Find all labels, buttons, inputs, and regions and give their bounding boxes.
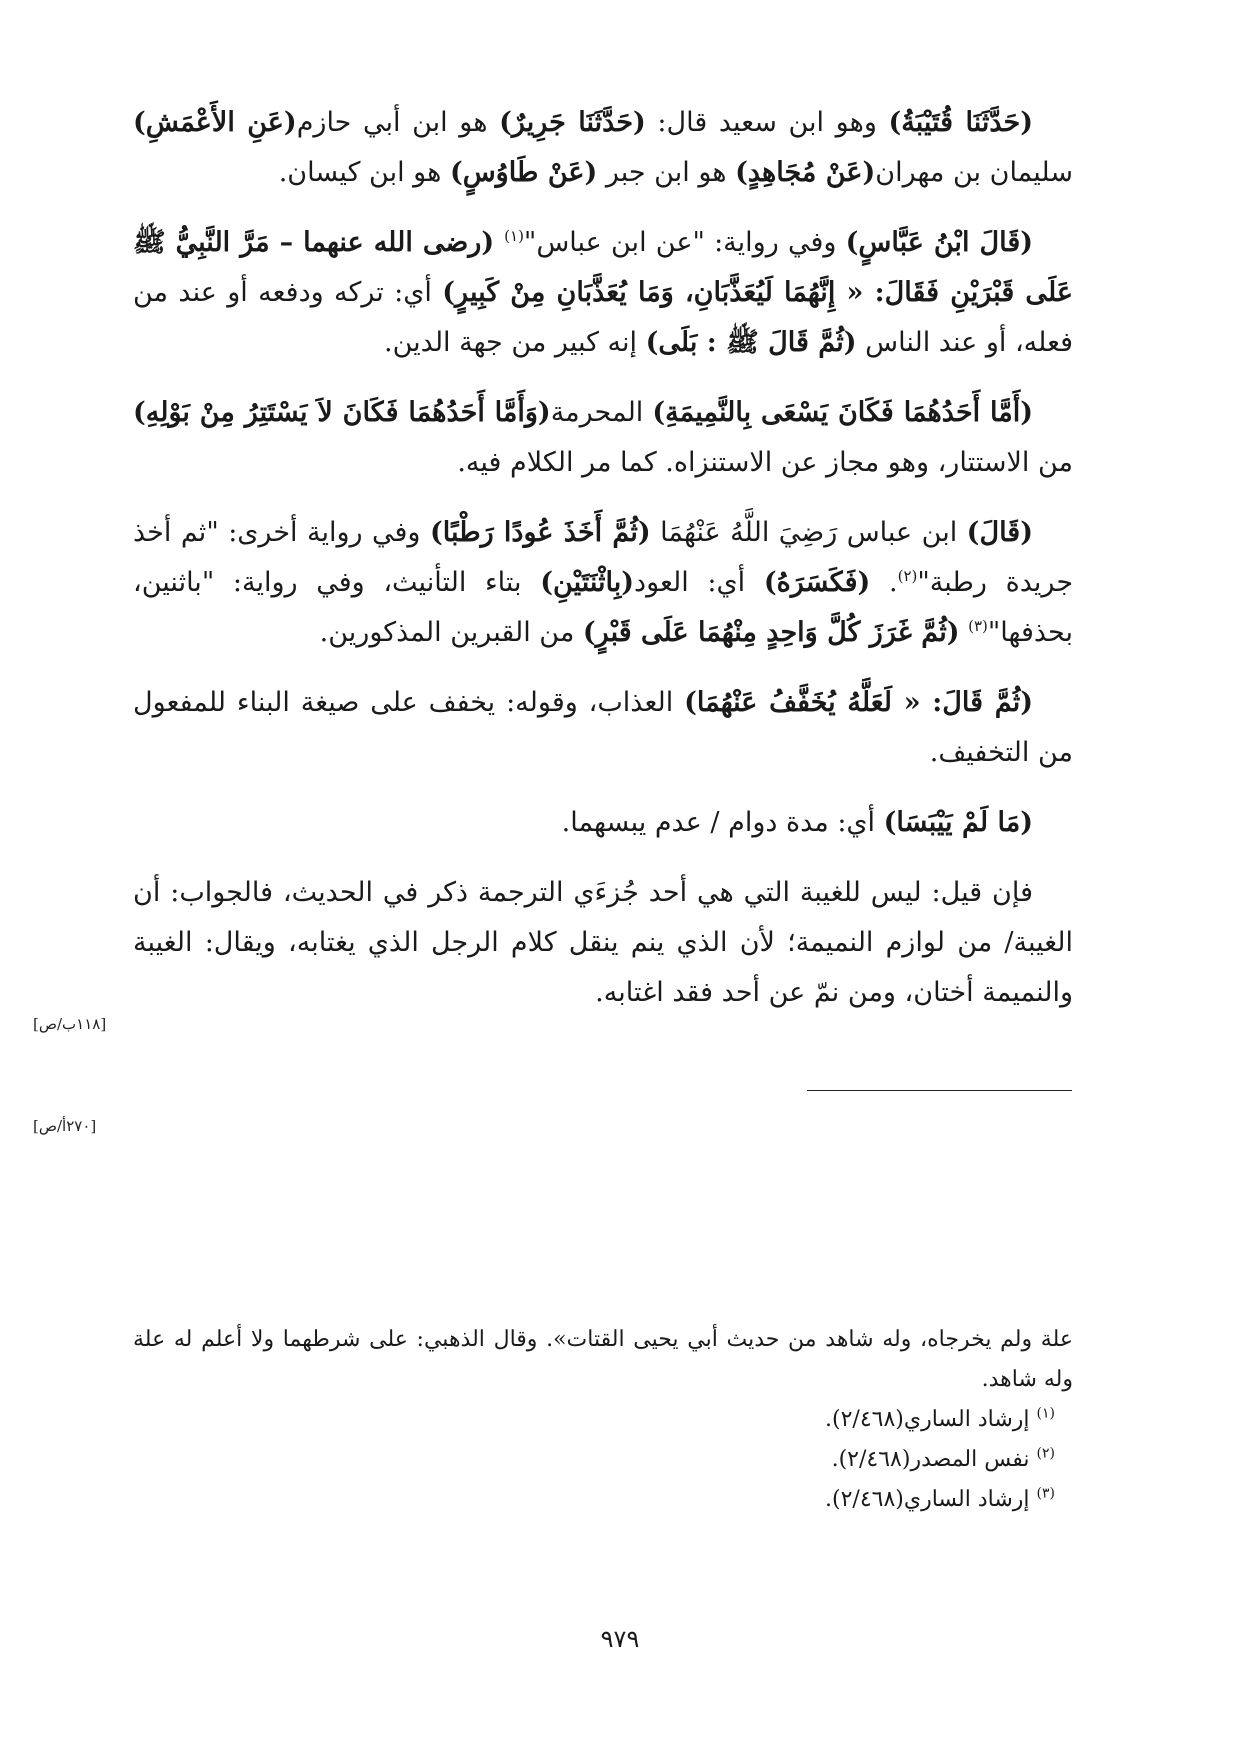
- hadith-text: (حَدَّثَنَا قُتَيْبَةُ): [888, 107, 1034, 138]
- hadith-text: (ثُمَّ قَالَ: « لَعَلَّهُ يُخَفَّفُ عَنْهُمَا): [684, 687, 1033, 718]
- commentary-text: إنه كبير من جهة الدين.: [384, 327, 646, 358]
- commentary-text: [960, 617, 969, 648]
- hadith-text: (ثُمَّ أَخَذَ عُودًا رَطْبًا): [429, 517, 651, 548]
- hadith-text: (عَنْ مُجَاهِدٍ): [735, 157, 876, 188]
- commentary-text: بتاء التأنيث، وفي رواية: "باثنين، بحذفها": [133, 567, 1073, 648]
- footnotes: [133, 1320, 1073, 1520]
- commentary-text: المحرمة: [550, 397, 653, 428]
- page-number: ٩٧٩: [600, 1625, 640, 1653]
- hadith-text: (حَدَّثَنَا جَرِيرٌ): [499, 107, 646, 138]
- footnote-continuation: علة ولم يخرجاه، وله شاهد من حديث أبي يحيى القتات». وقال الذهبي: على شرطهما ولا أعلم له علة وله شاهد.: [133, 1327, 1073, 1392]
- commentary-text: وفي رواية: "عن ابن عباس": [523, 227, 846, 258]
- hadith-text: (عَنْ طَاوُسٍ): [449, 157, 598, 188]
- footnote-3: [133, 1480, 1073, 1520]
- margin-note-folio-2: [٢٧٠أ/ص]: [33, 1117, 97, 1135]
- commentary-text: هو ابن كيسان.: [278, 157, 450, 188]
- footnote-number: (٢): [1036, 1445, 1055, 1462]
- footnote-number: (٣): [1036, 1485, 1055, 1502]
- hadith-text: (قَالَ ابْنُ عَبَّاسٍ): [845, 227, 1033, 258]
- footnote-text: نفس المصدر(٢/٤٦٨).: [831, 1447, 1030, 1472]
- hadith-text: (رضى الله عنهما – مَرَّ النَّبِيُّ ﷺ عَلَى قَبْرَيْنِ فَقَالَ: « إِنَّهُمَا لَيُعَذَّبَانِ، وَمَا يُعَذَّبَانِ مِنْ كَبِيرٍ): [133, 227, 1073, 308]
- main-text: [133, 98, 1073, 1038]
- footnote-1: [133, 1400, 1073, 1440]
- commentary-text: ابن عباس رَضِيَ اللَّهُ عَنْهُمَا: [650, 517, 967, 548]
- commentary-text: وفي رواية أخرى: "ثم أخذ جريدة رطبة": [133, 517, 1074, 598]
- commentary-text: من القبرين المذكورين.: [319, 617, 583, 648]
- commentary-text: .: [870, 567, 898, 598]
- paragraph-1: [133, 98, 1073, 198]
- paragraph-4: [133, 508, 1073, 658]
- commentary-text: هو ابن أبي حازم: [296, 107, 500, 138]
- footnote-text: إرشاد الساري(٢/٤٦٨).: [825, 1487, 1030, 1512]
- margin-note-folio-1: [١١٨ب/ص]: [33, 1015, 107, 1033]
- commentary-text: العذاب، وقوله: يخفف على صيغة البناء للمفعول من التخفيف.: [133, 687, 1073, 768]
- hadith-text: (قَالَ): [966, 517, 1033, 548]
- paragraph-7: [133, 868, 1073, 1018]
- paragraph-2: [133, 218, 1073, 368]
- hadith-text: (مَا لَمْ يَيْبَسَا): [883, 807, 1033, 838]
- footnote-2: [133, 1440, 1073, 1480]
- paragraph-3: [133, 388, 1073, 488]
- hadith-text: (وَأَمَّا أَحَدُهُمَا فَكَانَ لاَ يَسْتَتِرُ مِنْ بَوْلِهِ): [133, 397, 551, 428]
- commentary-text: أي: العود: [634, 567, 764, 598]
- footnote-separator: [807, 1090, 1072, 1091]
- commentary-text: من الاستتار، وهو مجاز عن الاستنزاه. كما مر الكلام فيه.: [457, 447, 1073, 478]
- footnote-text: إرشاد الساري(٢/٤٦٨).: [825, 1407, 1030, 1432]
- hadith-text: (بِاثْنَتَيْنِ): [540, 567, 635, 598]
- hadith-text: (أَمَّا أَحَدُهُمَا فَكَانَ يَسْعَى بِالنَّمِيمَةِ): [652, 397, 1033, 428]
- footnote-ref: (٢): [897, 567, 918, 585]
- hadith-text: (فَكَسَرَهُ): [763, 567, 871, 598]
- commentary-text: سليمان بن مهران: [875, 157, 1073, 188]
- footnote-number: (١): [1036, 1405, 1055, 1422]
- commentary-text: هو ابن جبر: [597, 157, 736, 188]
- commentary-text: أي: تركه ودفعه أو عند من فعله، أو عند الناس: [133, 277, 1073, 358]
- hadith-text: (ثُمَّ غَرَزَ كُلَّ وَاحِدٍ مِنْهُمَا عَلَى قَبْرٍ): [582, 617, 960, 648]
- footnote-ref: (٣): [968, 617, 988, 635]
- hadith-text: (ثُمَّ قَالَ ﷺ : بَلَى): [645, 327, 857, 358]
- commentary-text: أي: مدة دوام / عدم يبسهما.: [561, 807, 884, 838]
- hadith-text: (عَنِ الأَعْمَشِ): [133, 107, 297, 138]
- paragraph-5: [133, 678, 1073, 778]
- footnote-ref: (١): [504, 227, 524, 245]
- commentary-text: فإن قيل: ليس للغيبة التي هي أحد جُزءَي الترجمة ذكر في الحديث، فالجواب: أن الغيبة/ من لوازم النميمة؛ لأن الذي ينم ينقل كلام الرجل الذي يغتابه، ويقال: الغيبة والنميمة أختان، ومن نمّ عن أحد فقد اغتابه.: [133, 877, 1073, 1008]
- commentary-text: وهو ابن سعيد قال:: [645, 107, 889, 138]
- paragraph-6: [133, 798, 1073, 848]
